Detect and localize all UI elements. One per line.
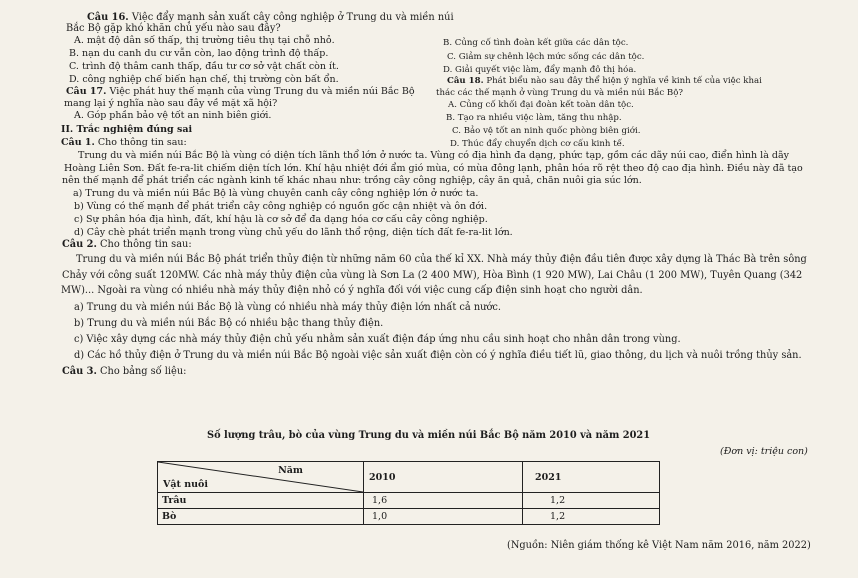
row-label-buffalo: Trâu bbox=[158, 493, 364, 509]
q17-option-d[interactable]: D. Giải quyết việc làm, đẩy mạnh đô thị hóa. bbox=[443, 65, 637, 75]
tf1-heading bbox=[61, 137, 187, 148]
q18-line2: thác các thế mạnh ở vùng Trung du và miền núi Bắc Bộ? bbox=[436, 88, 683, 98]
tf1-statement-d[interactable]: d) Cây chè phát triển mạnh trong vùng chủ yếu do lãnh thổ rộng, diện tích đất fe-ra-lit lớn. bbox=[74, 227, 513, 238]
q17-title: Câu 17. bbox=[66, 86, 107, 97]
q18-option-d[interactable]: D. Thúc đẩy chuyển dịch cơ cấu kinh tế. bbox=[450, 139, 625, 149]
q18-option-b[interactable]: B. Tạo ra nhiều việc làm, tăng thu nhập. bbox=[446, 113, 622, 123]
tf2-paragraph-1: Trung du và miền núi Bắc Bộ phát triển thủy điện từ những năm 60 của thế kỉ XX. Nhà máy thủy điện đầu tiên được xây dựng là Thác Bà trên sông bbox=[76, 254, 807, 265]
table-row bbox=[158, 509, 660, 525]
table-corner-cell bbox=[158, 462, 364, 493]
tf2-statement-c[interactable]: c) Việc xây dựng các nhà máy thủy điện chủ yếu nhằm sản xuất điện đáp ứng nhu cầu sinh hoạt cho nhân dân trong vùng. bbox=[74, 334, 681, 345]
tf2-statement-b[interactable]: b) Trung du và miền núi Bắc Bộ có nhiều bậc thang thủy điện. bbox=[74, 318, 384, 329]
tf2-intro: Cho thông tin sau: bbox=[100, 239, 192, 250]
q17-option-c[interactable]: C. Giảm sự chênh lệch mức sống các dân tộc. bbox=[447, 52, 645, 62]
section-2-heading: II. Trắc nghiệm đúng sai bbox=[61, 124, 193, 135]
table-row bbox=[158, 493, 660, 509]
q18-option-c[interactable]: C. Bảo vệ tốt an ninh quốc phòng biên giới. bbox=[452, 126, 641, 136]
q16-option-c[interactable]: C. trình độ thâm canh thấp, đầu tư cơ sở vật chất còn ít. bbox=[69, 61, 339, 72]
tf1-statement-a[interactable]: a) Trung du và miền núi Bắc Bộ là vùng chuyên canh cây công nghiệp lớn ở nước ta. bbox=[73, 188, 479, 199]
tf2-title: Câu 2. bbox=[62, 239, 97, 250]
tf3-heading bbox=[62, 366, 186, 377]
table-unit: (Đơn vị: triệu con) bbox=[720, 446, 808, 457]
tf3-title: Câu 3. bbox=[62, 366, 97, 377]
cell-cattle-2021: 1,2 bbox=[523, 509, 660, 525]
tf2-paragraph-2: Chảy với công suất 120MW. Các nhà máy thủy điện của vùng là Sơn La (2 400 MW), Hòa Bình (1 920 MW), Lai Châu (1 200 MW), Tuyên Quang (342 bbox=[62, 270, 803, 281]
q18-title: Câu 18. bbox=[447, 76, 484, 86]
table-title: Số lượng trâu, bò của vùng Trung du và miền núi Bắc Bộ năm 2010 và năm 2021 bbox=[207, 430, 651, 441]
q18-option-a[interactable]: A. Củng cố khối đại đoàn kết toàn dân tộc. bbox=[448, 100, 634, 110]
q16-option-d[interactable]: D. công nghiệp chế biến hạn chế, thị trường còn bất ổn. bbox=[69, 74, 339, 85]
q17-line1 bbox=[66, 86, 415, 97]
cell-buffalo-2021: 1,2 bbox=[523, 493, 660, 509]
q16-option-a[interactable]: A. mật độ dân số thấp, thị trường tiêu thụ tại chỗ nhỏ. bbox=[74, 35, 335, 46]
header-animal-label: Vật nuôi bbox=[163, 479, 208, 490]
q16-text1: Việc đẩy mạnh sản xuất cây công nghiệp ở Trung du và miền núi bbox=[131, 12, 454, 23]
q18-line1 bbox=[447, 76, 762, 87]
row-label-cattle: Bò bbox=[158, 509, 364, 525]
tf2-statement-d[interactable]: d) Các hồ thủy điện ở Trung du và miền núi Bắc Bộ ngoài việc sản xuất điện còn có ý nghĩa điều tiết lũ, giao thông, du lịch và nuôi trồng thủy sản. bbox=[74, 350, 802, 361]
table-source: (Nguồn: Niên giám thống kê Việt Nam năm 2016, năm 2022) bbox=[507, 540, 811, 551]
cell-buffalo-2010: 1,6 bbox=[364, 493, 523, 509]
tf2-statement-a[interactable]: a) Trung du và miền núi Bắc Bộ là vùng có nhiều nhà máy thủy điện lớn nhất cả nước. bbox=[74, 302, 501, 313]
tf3-intro: Cho bảng số liệu: bbox=[100, 366, 187, 377]
tf1-paragraph-3: nên thế mạnh để phát triển các ngành kinh tế khác nhau như: trồng cây công nghiệp, cây ăn quả, chăn nuôi gia súc lớn. bbox=[62, 175, 642, 186]
q16-line2: Bắc Bộ gặp khó khăn chủ yếu nào sau đây? bbox=[66, 23, 281, 34]
header-year-label: Năm bbox=[278, 465, 303, 476]
q17-option-b[interactable]: B. Củng cố tình đoàn kết giữa các dân tộc. bbox=[443, 38, 629, 48]
header-year-1: 2010 bbox=[364, 462, 523, 493]
q18-text1: Phát biểu nào sau đây thể hiện ý nghĩa về kinh tế của việc khai bbox=[486, 76, 762, 86]
header-year-2: 2021 bbox=[523, 462, 660, 493]
cell-cattle-2010: 1,0 bbox=[364, 509, 523, 525]
tf2-heading bbox=[62, 239, 192, 250]
tf2-paragraph-3: MW)... Ngoài ra vùng có nhiều nhà máy thủy điện nhỏ có ý nghĩa đối với việc cung cấp điện sinh hoạt cho người dân. bbox=[61, 285, 643, 296]
q16-line1 bbox=[87, 12, 454, 23]
tf1-paragraph-1: Trung du và miền núi Bắc Bộ là vùng có diện tích lãnh thổ lớn ở nước ta. Vùng có địa hình đa dạng, phức tạp, gồm các dãy núi cao, điển hình là dãy bbox=[78, 150, 790, 161]
tf1-intro: Cho thông tin sau: bbox=[97, 137, 187, 148]
tf1-statement-b[interactable]: b) Vùng có thế mạnh để phát triển cây công nghiệp có nguồn gốc cận nhiệt và ôn đới. bbox=[74, 201, 488, 212]
tf1-paragraph-2: Hoàng Liên Sơn. Đất fe-ra-lit chiếm diện tích lớn. Khí hậu nhiệt đới ẩm gió mùa, có mùa đông lạnh, phân hóa rõ rệt theo độ cao địa hình. Điều này đã tạo bbox=[64, 163, 803, 174]
tf1-statement-c[interactable]: c) Sự phân hóa địa hình, đất, khí hậu là cơ sở để đa dạng hóa cơ cấu cây công nghiệp. bbox=[74, 214, 488, 225]
q17-line2: mang lại ý nghĩa nào sau đây về mặt xã hội? bbox=[64, 98, 278, 109]
q16-title: Câu 16. bbox=[87, 12, 129, 23]
tf1-title: Câu 1. bbox=[61, 137, 95, 148]
table-header-row bbox=[158, 462, 660, 493]
q17-text1: Việc phát huy thế mạnh của vùng Trung du và miền núi Bắc Bộ bbox=[109, 86, 415, 97]
q17-option-a[interactable]: A. Góp phần bảo vệ tốt an ninh biên giới. bbox=[74, 110, 272, 121]
q16-option-b[interactable]: B. nạn du canh du cư vẫn còn, lao động trình độ thấp. bbox=[69, 48, 329, 59]
livestock-table bbox=[157, 461, 660, 525]
